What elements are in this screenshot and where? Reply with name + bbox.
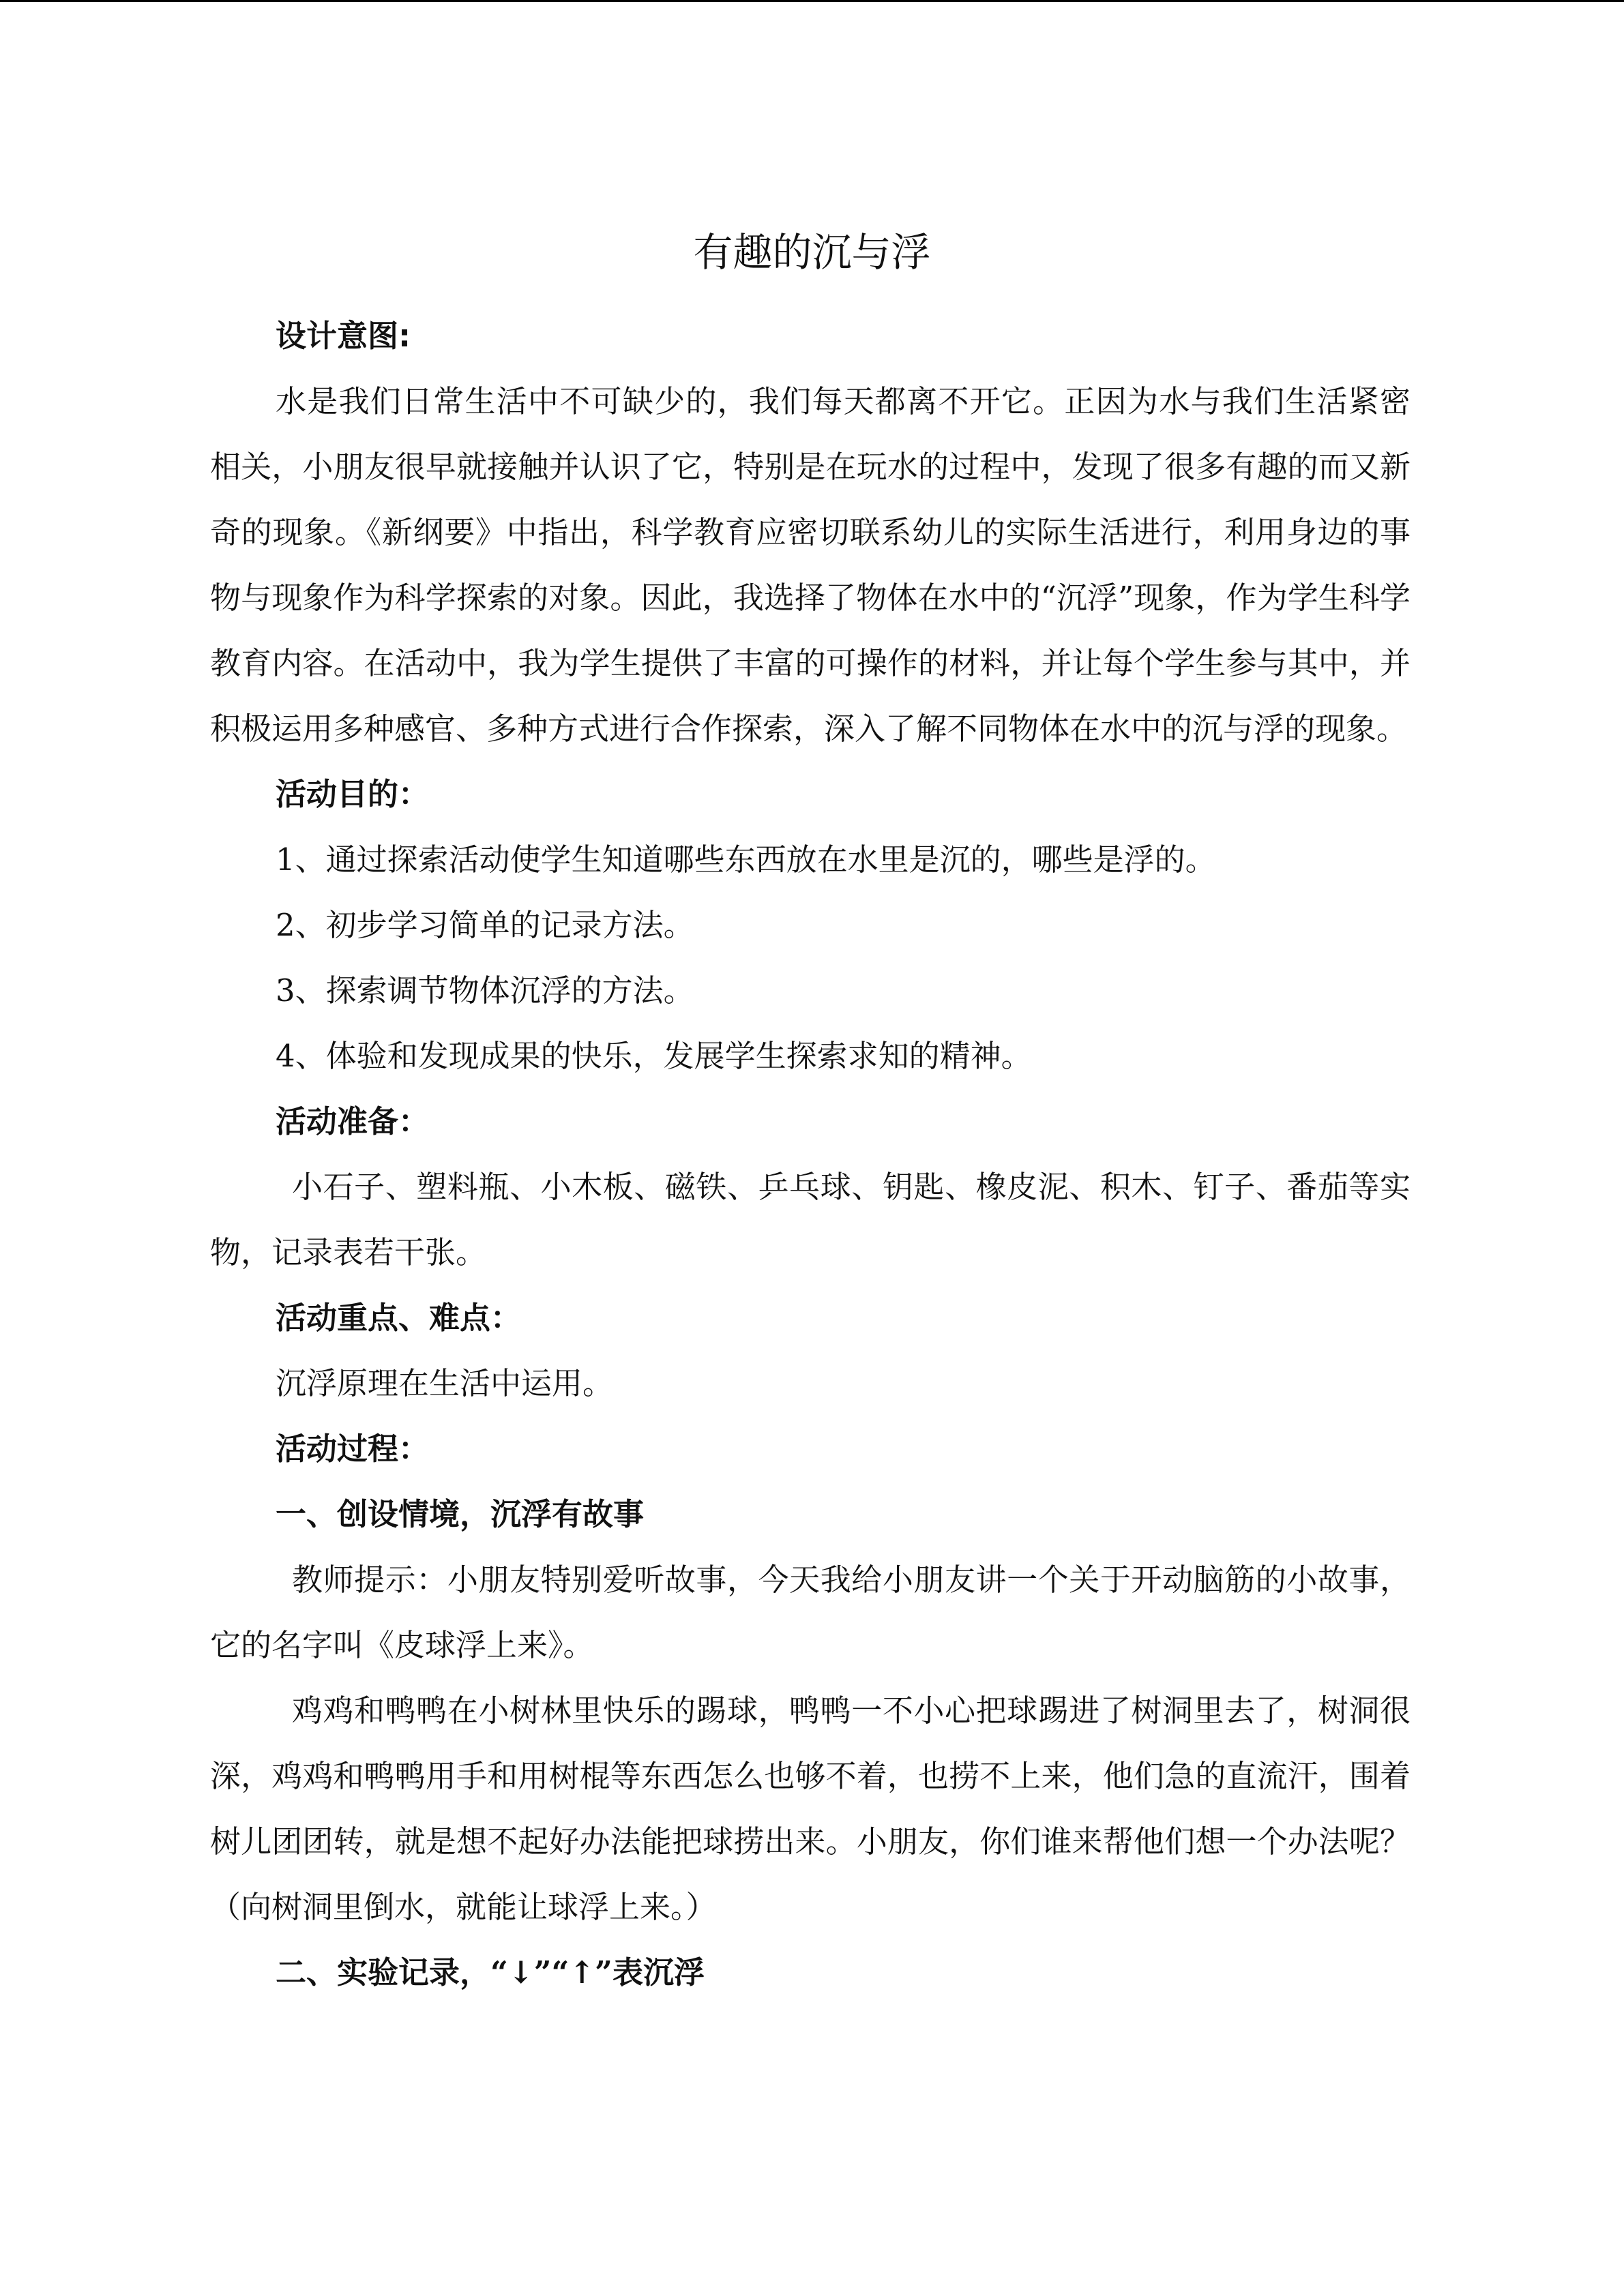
goal-item: 3、探索调节物体沉浮的方法。 [276, 972, 694, 1009]
teacher-hint-paragraph: 教师提示：小朋友特别爱听故事，今天我给小朋友讲一个关于开动脑筋的小故事，它的名字叫《皮球浮上来》。 [210, 1562, 1411, 1663]
section-one-title: 一、创设情境，沉浮有故事 [276, 1496, 645, 1532]
design-intent-paragraph: 水是我们日常生活中不可缺少的，我们每天都离不开它。正因为水与我们生活紧密相关，小朋友很早就接触并认识了它，特别是在玩水的过程中，发现了很多有趣的而又新奇的现象。《新纲要》中指出，科学教育应密切联系幼儿的实际生活进行，利用身边的事物与现象作为科学探索的对象。因此，我选择了物体在水中的“沉浮”现象，作为学生科学教育内容。在活动中，我为学生提供了丰富的可操作的材料，并让每个学生参与其中，并积极运用多种感官、多种方式进行合作探索，深入了解不同物体在水中的沉与浮的现象。 [210, 383, 1411, 747]
section-two-title: 二、实验记录，“↓”“↑”表沉浮 [276, 1954, 705, 1991]
goals-heading: 活动目的： [276, 776, 430, 812]
process-heading: 活动过程： [276, 1431, 430, 1467]
key-points-text: 沉浮原理在生活中运用。 [276, 1365, 614, 1401]
goal-item: 2、初步学习简单的记录方法。 [276, 907, 694, 943]
preparation-heading: 活动准备： [276, 1103, 430, 1139]
design-intent-heading: 设计意图: [276, 318, 411, 354]
story-paragraph [210, 1678, 1411, 1940]
story-text: 鸡鸡和鸭鸭在小树林里快乐的踢球，鸭鸭一不小心把球踢进了树洞里去了，树洞很深，鸡鸡和鸭鸭用手和用树棍等东西怎么也够不着，也捞不上来，他们急的直流汗，围着树儿团团转，就是想不起好办法能把球捞出来。小朋友，你们谁来帮他们想一个办法呢？ [210, 1693, 1411, 1860]
key-points-heading: 活动重点、难点： [276, 1300, 522, 1336]
preparation-paragraph: 小石子、塑料瓶、小木板、磁铁、乒乓球、钥匙、橡皮泥、积木、钉子、番茄等实物，记录表若干张。 [210, 1169, 1411, 1270]
document-title: 有趣的沉与浮 [693, 229, 931, 275]
story-answer: （向树洞里倒水，就能让球浮上来。） [210, 1889, 717, 1925]
goal-item: 4、体验和发现成果的快乐，发展学生探索求知的精神。 [276, 1038, 1032, 1074]
goal-item: 1、通过探索活动使学生知道哪些东西放在水里是沉的，哪些是浮的。 [276, 841, 1216, 878]
document-body [210, 303, 1411, 2006]
